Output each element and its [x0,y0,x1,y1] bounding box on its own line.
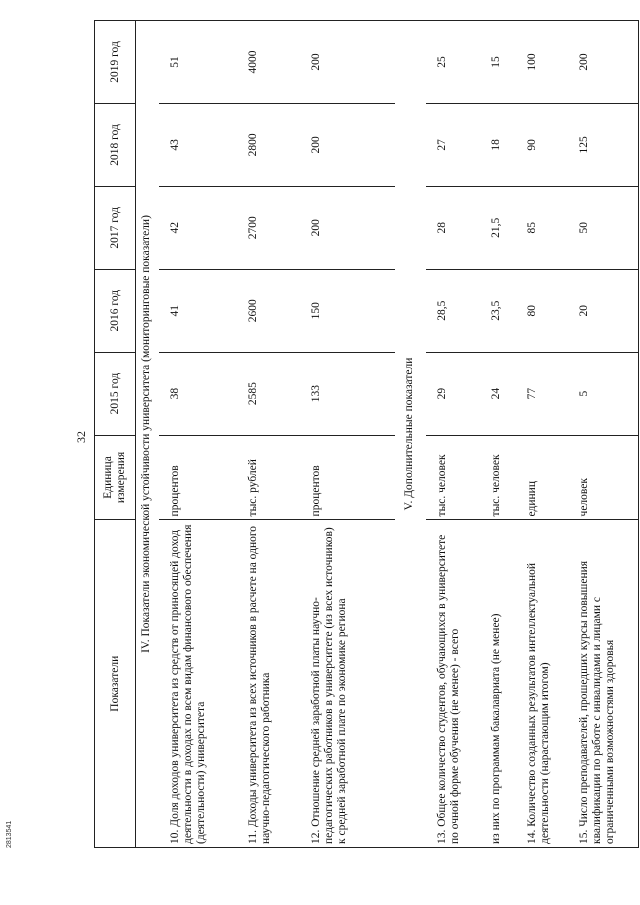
table-row [426,21,480,848]
value-2019: 15 [480,21,516,104]
header-2019: 2019 год [95,21,136,104]
value-2016: 41 [159,269,237,352]
value-2019: 25 [426,21,480,104]
table-row [159,21,237,848]
value-2017: 2700 [237,186,300,269]
value-2015: 5 [568,352,638,435]
value-2017: 28 [426,186,480,269]
value-2015: 2585 [237,352,300,435]
value-2018: 18 [480,103,516,186]
header-2018: 2018 год [95,103,136,186]
indicator-name: 12. Отношение средней заработной платы научно-педагогических работников в университете (из всех источников) к средней заработной плате по экономике региона [300,520,395,848]
header-unit: Единица измерения [95,435,136,520]
value-2015: 24 [480,352,516,435]
table-row [237,21,300,848]
value-2018: 43 [159,103,237,186]
value-2015: 77 [516,352,568,435]
value-2018: 2800 [237,103,300,186]
value-2017: 42 [159,186,237,269]
indicator-unit: процентов [159,435,237,520]
value-2015: 133 [300,352,395,435]
value-2017: 50 [568,186,638,269]
value-2016: 20 [568,269,638,352]
value-2019: 200 [568,21,638,104]
page-number: 32 [74,431,88,443]
section-heading [136,21,160,848]
indicator-name: 13. Общее количество студентов, обучающихся в университете по очной форме обучения (не менее) - всего [426,520,480,848]
indicator-unit: единиц [516,435,568,520]
value-2016: 28,5 [426,269,480,352]
indicator-unit: тыс. рублей [237,435,300,520]
table-row [516,21,568,848]
value-2019: 51 [159,21,237,104]
value-2019: 200 [300,21,395,104]
section-iv-title: IV. Показатели экономической устойчивости университета (мониторинговые показатели) [136,21,160,848]
value-2018: 90 [516,103,568,186]
document-code: 2813541 [6,820,13,848]
value-2019: 100 [516,21,568,104]
indicator-name: 11. Доходы университета из всех источников в расчете на одного научно-педагогического работника [237,520,300,848]
section-heading [395,21,426,848]
indicator-name: из них по программам бакалавриата (не менее) [480,520,516,848]
value-2017: 85 [516,186,568,269]
header-2017: 2017 год [95,186,136,269]
indicator-unit: процентов [300,435,395,520]
indicator-unit: тыс. человек [480,435,516,520]
value-2019: 4000 [237,21,300,104]
value-2015: 38 [159,352,237,435]
indicator-unit: тыс. человек [426,435,480,520]
value-2016: 23,5 [480,269,516,352]
table-row [480,21,516,848]
value-2016: 2600 [237,269,300,352]
header-indicator: Показатели [95,520,136,848]
indicators-table [94,20,639,848]
indicator-unit: человек [568,435,638,520]
value-2015: 29 [426,352,480,435]
indicator-name: 14. Количество созданных результатов интеллектуальной деятельности (нарастающим итогом) [516,520,568,848]
value-2016: 80 [516,269,568,352]
header-2016: 2016 год [95,269,136,352]
table-row [568,21,638,848]
section-v-title: V. Дополнительные показатели [395,21,426,848]
indicator-name: 15. Число преподавателей, прошедших курсы повышения квалификации по работе с инвалидами и лицами с ограниченными возможностями здоровья [568,520,638,848]
header-row [95,21,136,848]
table-row [300,21,395,848]
indicator-name: 10. Доля доходов университета из средств от приносящей доход деятельности в доходах по всем видам финансового обеспечения (деятельности) университета [159,520,237,848]
value-2017: 200 [300,186,395,269]
value-2018: 200 [300,103,395,186]
rotated-page [74,20,616,848]
header-2015: 2015 год [95,352,136,435]
value-2018: 27 [426,103,480,186]
value-2016: 150 [300,269,395,352]
value-2018: 125 [568,103,638,186]
value-2017: 21,5 [480,186,516,269]
